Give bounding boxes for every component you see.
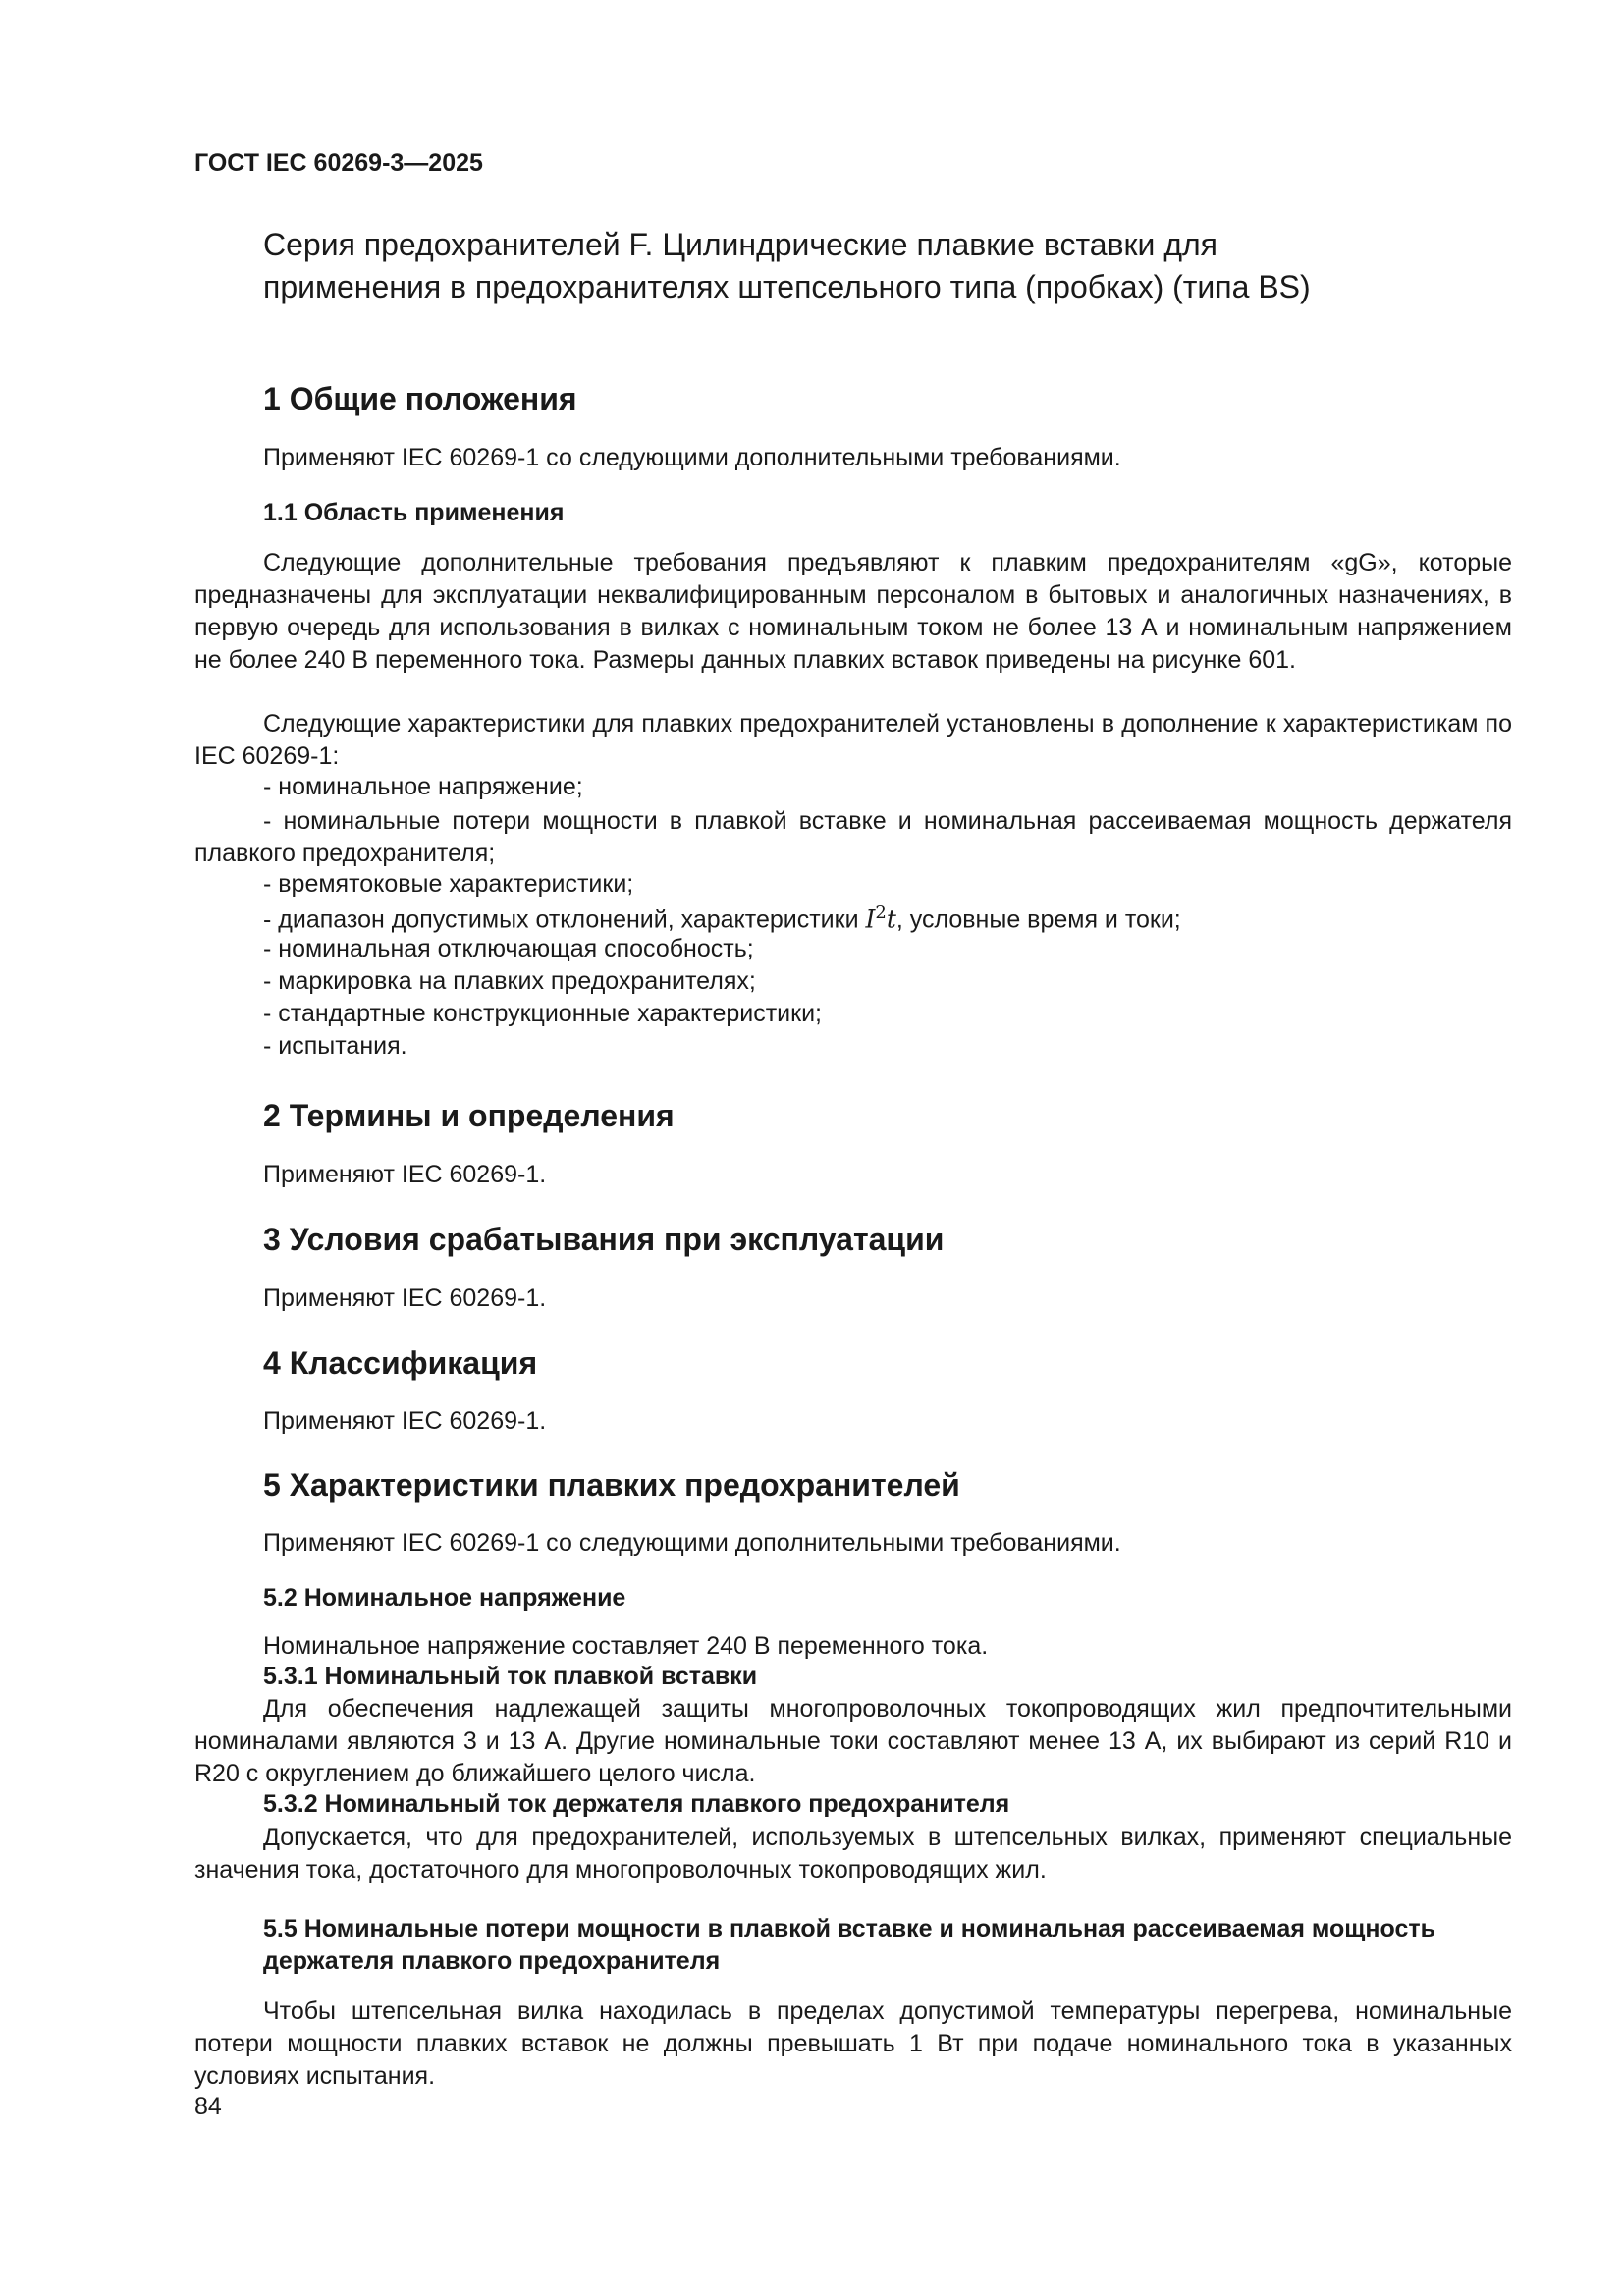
page-number: 84 [194,2093,222,2120]
list-item: - испытания. [263,1032,407,1060]
math-superscript: 2 [875,902,887,923]
section-4-heading: 4 Классификация [263,1345,538,1381]
section-1-1-heading: 1.1 Область применения [263,499,565,526]
section-5-5-text: Чтобы штепсельная вилка находилась в пределах допустимой температуры перегрева, номинальные потери мощности плавких вставок не должны превышать 1 Вт при подаче номинального тока в указанных условиях испытания. [194,1997,1512,2090]
list-item [263,902,1181,934]
section-5-2-heading: 5.2 Номинальное напряжение [263,1584,626,1612]
section-4-text: Применяют IEC 60269-1. [263,1407,547,1435]
list-item-text: - диапазон допустимых отклонений, характеристики [263,905,866,934]
list-item: - времятоковые характеристики; [263,870,634,898]
section-2-text: Применяют IEC 60269-1. [263,1161,547,1188]
section-1-1-paragraph-2: Следующие характеристики для плавких предохранителей установлены в дополнение к характеристикам по IEC 60269-1: [194,710,1512,770]
document-code: ГОСТ IEC 60269-3—2025 [194,149,483,177]
math-symbol-i: I [865,904,876,934]
section-5-5-heading: 5.5 Номинальные потери мощности в плавкой вставке и номинальная рассеиваемая мощность держателя плавкого предохранителя [263,1915,1435,1975]
section-3-heading: 3 Условия срабатывания при эксплуатации [263,1222,945,1257]
section-2-heading: 2 Термины и определения [263,1098,675,1133]
section-1-1-paragraph-1: Следующие дополнительные требования предъявляют к плавким предохранителям «gG», которые предназначены для эксплуатации неквалифицированным персоналом в бытовых и аналогичных назначениях, в первую очередь для использования в вилках с номинальным током не более 13 А и номинальным напряжением не более 240 В переменного тока. Размеры данных плавких вставок приведены на рисунке 601. [194,549,1512,674]
list-item: - стандартные конструкционные характеристики; [263,1000,822,1027]
section-5-3-2-heading: 5.3.2 Номинальный ток держателя плавкого предохранителя [263,1790,1010,1818]
list-item: - номинальная отключающая способность; [263,935,754,962]
section-5-3-1-text: Для обеспечения надлежащей защиты многопроволочных токопроводящих жил предпочтительными номиналами являются 3 и 13 А. Другие номинальные токи составляют менее 13 А, их выбирают из серий R10 и R20 с округлением до ближайшего целого числа. [194,1695,1512,1787]
section-3-text: Применяют IEC 60269-1. [263,1285,547,1312]
list-item: - маркировка на плавких предохранителях; [263,967,756,995]
section-5-intro: Применяют IEC 60269-1 со следующими дополнительными требованиями. [263,1529,1121,1557]
math-symbol-t: t [886,904,896,934]
section-5-heading: 5 Характеристики плавких предохранителей [263,1467,960,1503]
section-5-3-2-text: Допускается, что для предохранителей, используемых в штепсельных вилках, применяют специальные значения тока, достаточного для многопроволочных токопроводящих жил. [194,1824,1512,1884]
section-5-3-1-heading: 5.3.1 Номинальный ток плавкой вставки [263,1663,758,1690]
list-item: - номинальные потери мощности в плавкой вставке и номинальная рассеиваемая мощность держателя плавкого предохранителя; [194,807,1512,867]
series-title: Серия предохранителей F. Цилиндрические плавкие вставки для применения в предохранителях штепсельного типа (пробках) (типа BS) [263,227,1311,304]
list-item: - номинальное напряжение; [263,773,583,800]
section-1-heading: 1 Общие положения [263,381,577,416]
section-5-2-text: Номинальное напряжение составляет 240 В переменного тока. [263,1632,989,1660]
list-item-text: , условные время и токи; [895,905,1181,934]
section-1-intro: Применяют IEC 60269-1 со следующими дополнительными требованиями. [263,444,1121,471]
